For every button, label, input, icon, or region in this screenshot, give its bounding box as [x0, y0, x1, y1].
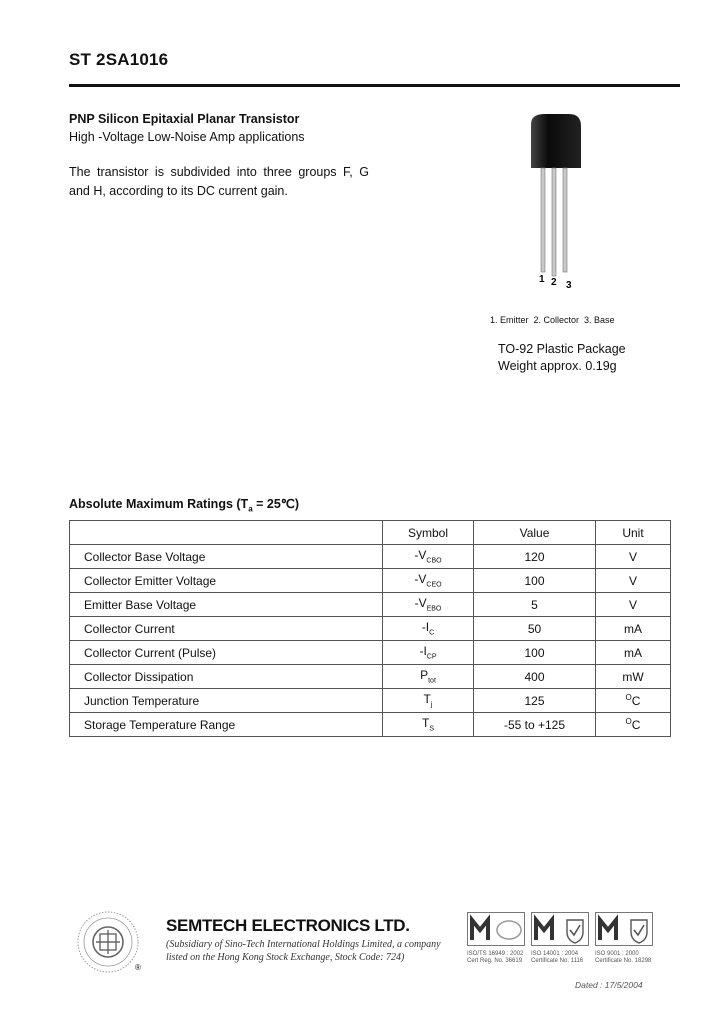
parameter-cell: Collector Dissipation — [70, 665, 383, 689]
unit-cell — [596, 689, 671, 713]
cert-2-label: ISO 14001 : 2004 — [531, 951, 579, 957]
value-cell: 5 — [474, 593, 596, 617]
title-rule — [69, 84, 680, 87]
unit-cell — [596, 569, 671, 593]
column-header-value: Value — [474, 521, 596, 545]
ratings-row — [70, 665, 671, 689]
cert-badge-1 — [467, 912, 525, 964]
unit-text: C — [631, 694, 641, 708]
pin-number-1: 1 — [539, 274, 545, 285]
unit-cell — [596, 545, 671, 569]
parameter-cell: Collector Emitter Voltage — [70, 569, 383, 593]
to92-transistor-image — [525, 112, 585, 292]
page-title: ST 2SA1016 — [69, 50, 169, 69]
cert-3-number: Certificate No. 18298 — [595, 958, 652, 964]
pin-number-2: 2 — [551, 277, 557, 288]
subsidiary-line-2: listed on the Hong Kong Stock Exchange, Stock Code: 724) — [166, 952, 405, 963]
ratings-row — [70, 713, 671, 737]
symbol-text: T — [421, 716, 430, 731]
parameter-cell: Collector Base Voltage — [70, 545, 383, 569]
ratings-row — [70, 641, 671, 665]
moody-cert-logo-icon — [467, 912, 525, 946]
symbol-cell — [383, 641, 474, 665]
ratings-heading-tail: = 25℃) — [252, 497, 299, 511]
cert-badge-3 — [595, 912, 653, 964]
cert-2-number: Certificate No. 1116 — [531, 958, 584, 964]
symbol-cell — [383, 545, 474, 569]
package-info — [498, 341, 626, 375]
unit-text: V — [628, 597, 637, 612]
column-header-parameter — [70, 521, 383, 545]
product-application: High -Voltage Low-Noise Amp applications — [69, 130, 305, 144]
unit-cell — [596, 641, 671, 665]
symbol-subscript: EBO — [426, 605, 442, 613]
symbol-subscript: j — [430, 701, 433, 709]
dated-stamp: Dated : 17/5/2004 — [575, 980, 643, 990]
symbol-text: -I — [421, 620, 430, 635]
symbol-cell — [383, 569, 474, 593]
column-header-symbol: Symbol — [383, 521, 474, 545]
value-cell: 120 — [474, 545, 596, 569]
symbol-cell — [383, 713, 474, 737]
value-cell: 125 — [474, 689, 596, 713]
ratings-row — [70, 569, 671, 593]
symbol-text: -V — [414, 596, 427, 611]
parameter-cell: Emitter Base Voltage — [70, 593, 383, 617]
ratings-row — [70, 689, 671, 713]
product-description: The transistor is subdivided into three groups F, G and H, according to its DC current gain. — [69, 165, 369, 198]
unit-cell — [596, 593, 671, 617]
symbol-subscript: CEO — [426, 581, 442, 589]
cert-1-label: ISO/TS 16949 : 2002 — [467, 951, 524, 957]
unit-text: V — [628, 549, 637, 564]
pin-legend: 1. Emitter 2. Collector 3. Base — [490, 315, 615, 325]
company-name: SEMTECH ELECTRONICS LTD. — [166, 916, 410, 935]
unit-text: mA — [624, 645, 642, 660]
symbol-cell — [383, 665, 474, 689]
symbol-subscript: tot — [428, 677, 436, 685]
product-subtitle: PNP Silicon Epitaxial Planar Transistor — [69, 112, 300, 126]
symbol-cell — [383, 617, 474, 641]
ratings-heading-text: Absolute Maximum Ratings (T — [69, 497, 249, 511]
unit-text: C — [631, 718, 641, 732]
ratings-row — [70, 617, 671, 641]
ratings-row — [70, 593, 671, 617]
value-cell: -55 to +125 — [474, 713, 596, 737]
symbol-text: -V — [414, 572, 427, 587]
symbol-subscript: CBO — [426, 557, 442, 565]
unit-text: mW — [622, 669, 644, 684]
moody-cert-logo-icon — [595, 912, 653, 946]
moody-cert-logo-icon — [531, 912, 589, 946]
symbol-text: -V — [414, 548, 427, 563]
value-cell: 100 — [474, 569, 596, 593]
symbol-text: -I — [419, 644, 427, 659]
parameter-cell: Junction Temperature — [70, 689, 383, 713]
ratings-heading-sub: a — [248, 504, 253, 514]
unit-superscript: O — [625, 693, 632, 702]
company-subsidiary-note — [166, 938, 441, 964]
value-cell: 100 — [474, 641, 596, 665]
cert-1-number: Cert Reg. No. 36619 — [467, 958, 523, 964]
package-weight: Weight approx. 0.19g — [498, 359, 617, 373]
value-cell: 400 — [474, 665, 596, 689]
unit-cell — [596, 617, 671, 641]
package-type: TO-92 Plastic Package — [498, 342, 626, 356]
unit-cell — [596, 713, 671, 737]
symbol-cell — [383, 593, 474, 617]
symbol-subscript: CP — [426, 653, 437, 661]
parameter-cell: Collector Current — [70, 617, 383, 641]
unit-text: mA — [624, 621, 642, 636]
symbol-text: P — [420, 668, 429, 683]
column-header-unit: Unit — [596, 521, 671, 545]
parameter-cell: Collector Current (Pulse) — [70, 641, 383, 665]
company-seal-logo — [76, 910, 140, 974]
symbol-subscript: S — [429, 725, 434, 733]
value-cell: 50 — [474, 617, 596, 641]
ratings-header-row — [70, 521, 671, 545]
unit-text: V — [628, 573, 637, 588]
parameter-cell: Storage Temperature Range — [70, 713, 383, 737]
symbol-text: T — [423, 692, 431, 707]
symbol-subscript: C — [429, 629, 435, 637]
cert-badge-2 — [531, 912, 589, 964]
cert-3-label: ISO 9001 : 2000 — [595, 951, 639, 957]
ratings-table — [69, 520, 671, 737]
unit-superscript: O — [625, 717, 632, 726]
ratings-row — [70, 545, 671, 569]
ratings-heading — [69, 496, 299, 514]
registered-mark: ® — [135, 963, 141, 972]
subsidiary-line-1: (Subsidiary of Sino-Tech International Holdings Limited, a company — [166, 939, 441, 950]
symbol-cell — [383, 689, 474, 713]
pin-number-3: 3 — [566, 280, 572, 291]
unit-cell — [596, 665, 671, 689]
